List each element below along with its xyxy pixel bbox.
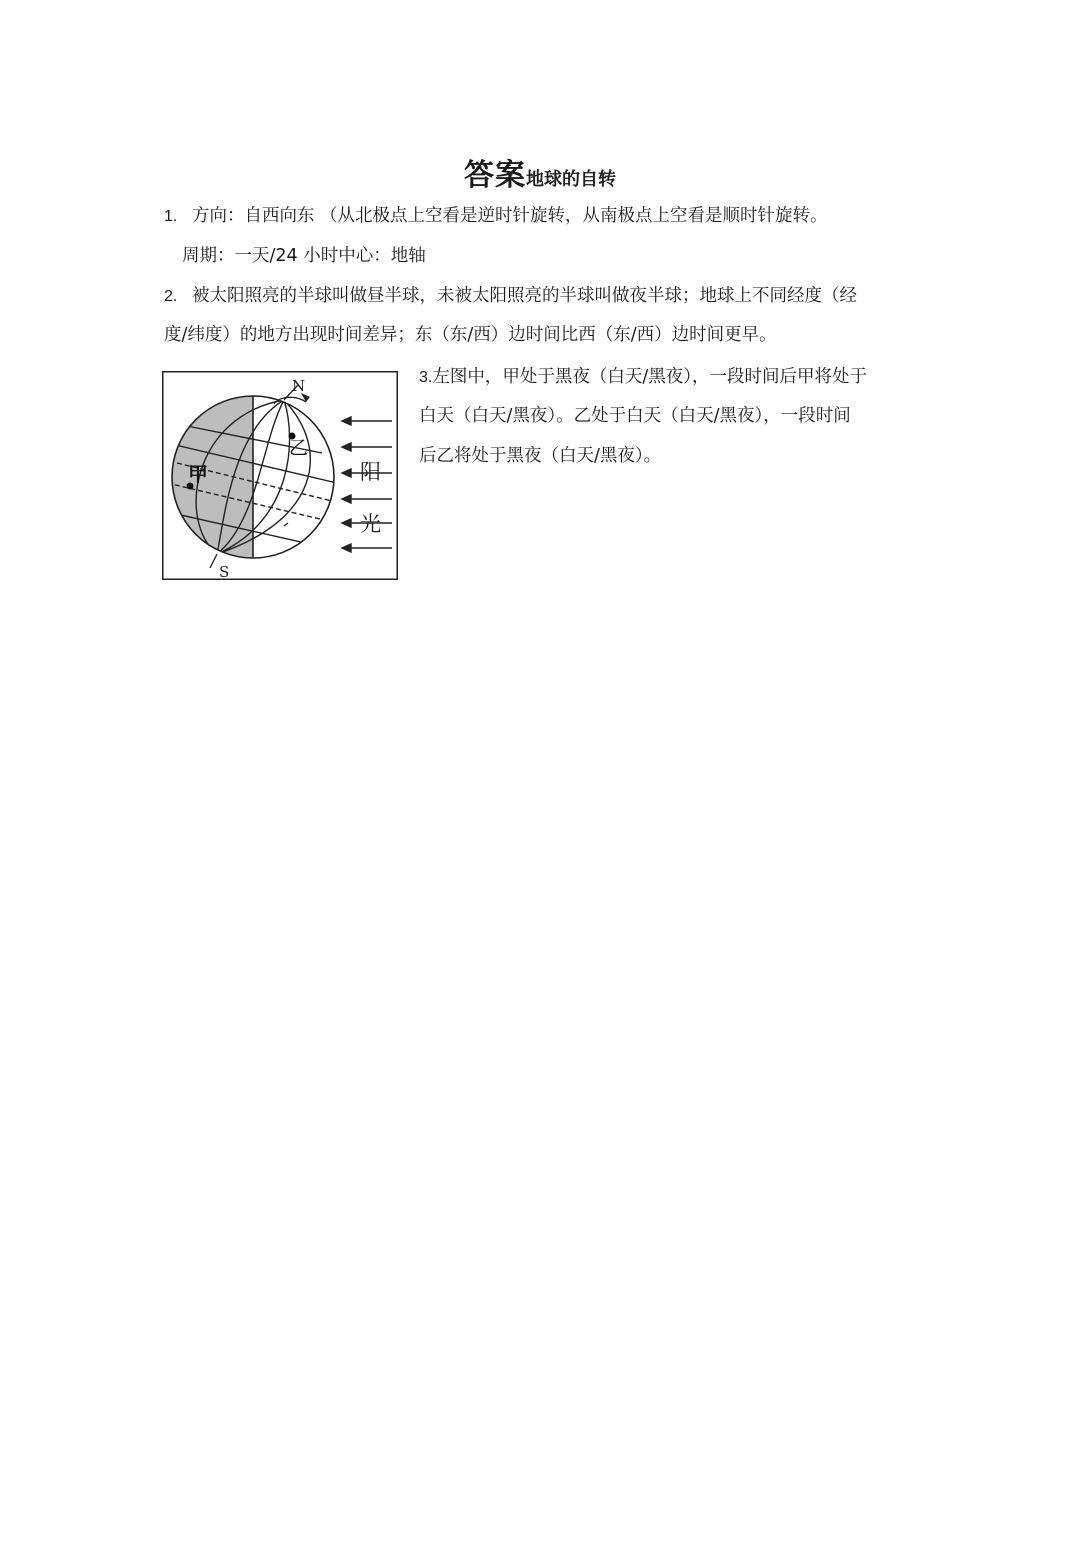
axis-south bbox=[210, 554, 217, 568]
q3-text-1: 左图中，甲处于黑夜（白天/黑夜），一段时间后甲将处于 bbox=[432, 367, 867, 387]
q3-line1 bbox=[419, 365, 867, 390]
q2-text-2: 度/纬度）的地方出现时间差异；东（东/西）边时间比西（东/西）边时间更早。 bbox=[164, 325, 777, 345]
q3-line3 bbox=[419, 444, 661, 468]
q1-direction-text: 方向：自西向东 （从北极点上空看是逆时针旋转，从南极点上空看是顺时针旋转。 bbox=[192, 206, 828, 226]
title-main: 答案 bbox=[464, 158, 526, 193]
sunlight-label-1: 阳 bbox=[360, 460, 381, 484]
title-sub: 地球的自转 bbox=[526, 169, 616, 190]
point-b-label: 乙 bbox=[289, 437, 309, 459]
q1-line1 bbox=[164, 204, 828, 229]
q2-number: 2. bbox=[164, 288, 178, 305]
q2-line1 bbox=[164, 284, 857, 309]
q1-period-text: 周期：一天/24 小时中心：地轴 bbox=[182, 246, 426, 266]
q1-number: 1. bbox=[164, 208, 178, 225]
rotation-tick bbox=[284, 523, 288, 526]
q3-text-3: 后乙将处于黑夜（白天/黑夜）。 bbox=[419, 446, 662, 466]
q3-line2 bbox=[419, 404, 851, 428]
south-pole-label: S bbox=[219, 563, 230, 580]
sunlight-label-2: 光 bbox=[360, 512, 381, 536]
diagram-svg bbox=[162, 371, 398, 580]
point-a-label: 甲 bbox=[188, 462, 208, 486]
q1-line2 bbox=[182, 244, 426, 268]
earth-rotation-diagram bbox=[162, 371, 398, 580]
q2-text-1: 被太阳照亮的半球叫做昼半球，未被太阳照亮的半球叫做夜半球；地球上不同经度（经 bbox=[192, 286, 857, 306]
north-pole-label: N bbox=[292, 377, 306, 395]
q3-text-2: 白天（白天/黑夜）。乙处于白天（白天/黑夜），一段时间 bbox=[419, 406, 851, 426]
page-title bbox=[0, 150, 1080, 194]
q2-line2 bbox=[164, 323, 777, 347]
q3-number: 3. bbox=[419, 369, 433, 386]
